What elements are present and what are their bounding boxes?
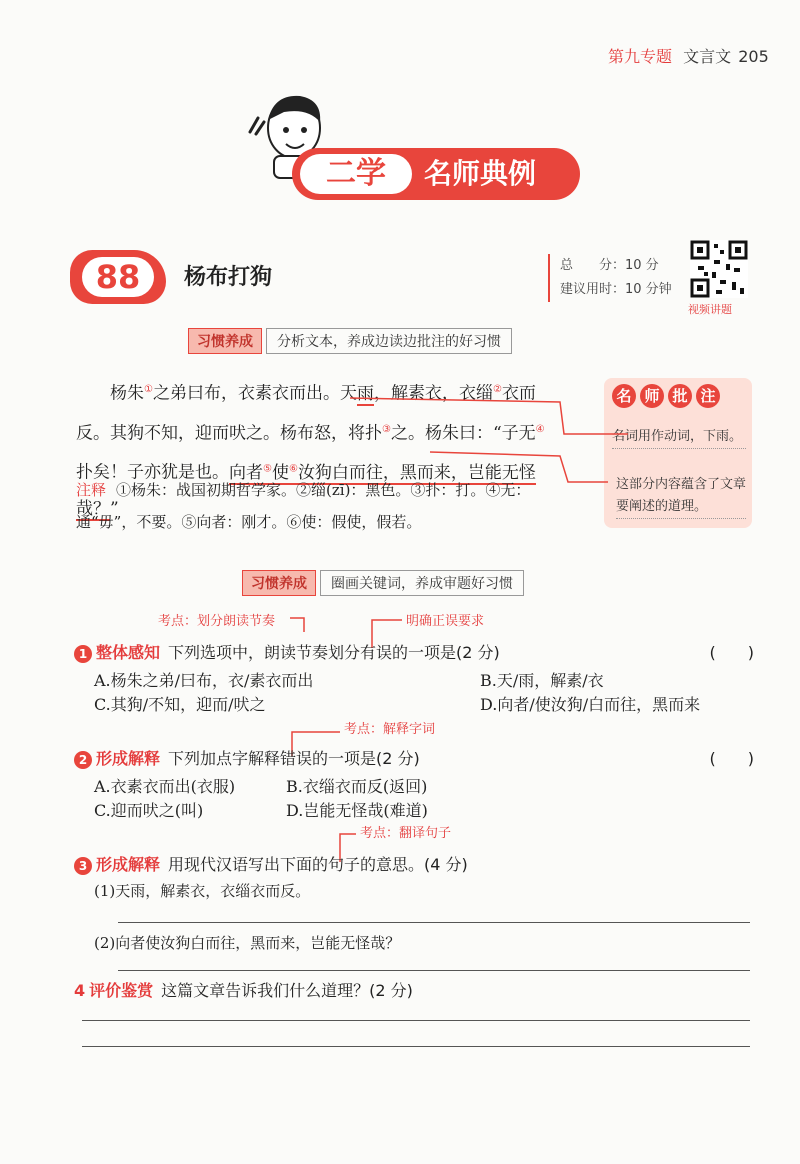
q1-option-c[interactable]: C.其狗/不知，迎而/吠之 [94,695,266,714]
hint-explain: 考点：解释字词 [344,722,436,737]
banner-left: 二学 [300,154,412,194]
question-1-stem: 下列选项中，朗读节奏划分有误的一项是(2 分) [168,643,500,662]
teacher-note-2: 这部分内容蕴含了文章要阐述的道理。 [616,474,746,519]
hint-rhythm: 考点：划分朗读节奏 [158,614,276,629]
notes-text: ①杨朱：战国初期哲学家。②缁(zī)：黑色。③扑：打。④无：通“毋”，不要。⑤向者：刚才。⑥使：假使，假若。 [76,481,531,531]
page-number: 205 [738,47,769,66]
habit-text-1: 分析文本，养成边读边批注的好习惯 [266,328,512,354]
question-2 [74,746,754,772]
habit-box-2 [242,570,524,596]
question-4-category: 评价鉴赏 [89,981,154,1000]
question-2-number: 2 [74,751,92,769]
highlight-sentence: 向者⑤使⑥汝狗白而往，黑而来，岂能无怪哉？ [76,462,536,519]
score-total: 总 分：10 分 [560,258,659,273]
question-4-number: 4 [74,981,86,1000]
topic-label: 第九专题 [608,47,673,66]
hint-requirement: 明确正误要求 [406,614,485,629]
question-1-number: 1 [74,645,92,663]
q3-sentence-2: (2)向者使汝狗白而往，黑而来，岂能无怪哉？ [94,934,401,952]
habit-tag-1: 习惯养成 [188,328,262,354]
question-2-stem: 下列加点字解释错误的一项是(2 分) [168,749,420,768]
q2-option-b[interactable]: B.衣缁衣而反(返回) [286,777,428,796]
q1-option-a[interactable]: A.杨朱之弟/曰布，衣/素衣而出 [94,671,314,690]
hint-translate: 考点：翻译句子 [360,826,452,841]
teacher-note-1: 名词用作动词，下雨。 [612,426,746,449]
q2-option-d[interactable]: D.岂能无怪哉(难道) [286,801,428,820]
q1-option-b[interactable]: B.天/雨，解素/衣 [480,671,604,690]
score-time: 建议用时：10 分钟 [560,282,672,297]
subject-label: 文言文 [683,47,732,66]
question-1-category: 整体感知 [96,643,161,662]
question-3-stem: 用现代汉语写出下面的句子的意思。(4 分) [168,855,468,874]
teacher-notes-heading: 名 师 批 注 [612,384,720,408]
answer-blank-1[interactable]: ( ) [709,643,754,662]
question-3-category: 形成解释 [96,855,161,874]
lesson-title: 杨布打狗 [184,265,273,290]
lesson-number: 88 [82,257,154,297]
passage-text: 杨朱①之弟曰布，衣素衣而出。天雨，解素衣，衣缁②衣而反。其狗不知，迎而吠之。杨布怒，将扑③之。杨朱曰：“子无④扑矣！子亦犹是也。向者⑤使⑥汝狗白而往，黑而来，岂能无怪哉？” [76,383,545,519]
habit-text-2: 圈画关键词，养成审题好习惯 [320,570,524,596]
question-4-stem: 这篇文章告诉我们什么道理？(2 分) [161,981,413,1000]
notes-label: 注释 [76,481,107,499]
q2-option-c[interactable]: C.迎而吠之(叫) [94,801,204,820]
answer-line-2[interactable] [118,970,750,971]
habit-tag-2: 习惯养成 [242,570,316,596]
q1-option-d[interactable]: D.向者/使汝狗/白而往，黑而来 [480,695,701,714]
answer-line-3[interactable] [82,1020,750,1021]
q2-option-a[interactable]: A.衣素衣而出(衣服) [94,777,236,796]
question-4 [74,978,413,1004]
qr-label: 视频讲题 [688,303,732,316]
highlight-rain: 雨 [356,383,374,404]
question-3-number: 3 [74,857,92,875]
banner-right: 名师典例 [424,157,537,190]
answer-line-4[interactable] [82,1046,750,1047]
answer-blank-2[interactable]: ( ) [709,749,754,768]
question-2-category: 形成解释 [96,749,161,768]
question-1 [74,640,754,666]
question-3 [74,852,468,878]
answer-line-1[interactable] [118,922,750,923]
q3-sentence-1: (1)天雨，解素衣，衣缁衣而反。 [94,882,311,900]
